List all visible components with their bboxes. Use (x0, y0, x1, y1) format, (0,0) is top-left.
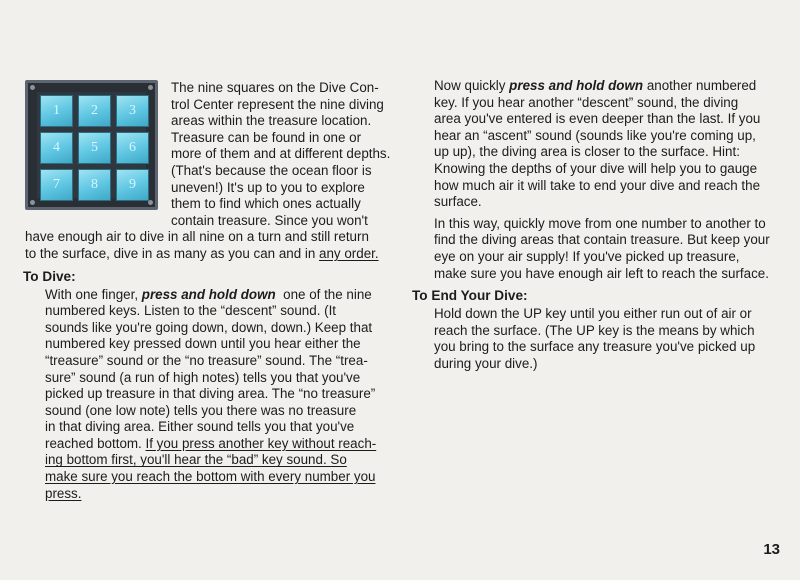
emphasis-text: press and hold down (141, 286, 276, 302)
right-line: up up), the diving area is closer to the surface. Hint: (434, 144, 740, 160)
to-dive-body (45, 287, 393, 503)
right-line: area you've entered is even deeper than the last. If you (434, 111, 761, 127)
intro-line: uneven!) It's up to you to explore (171, 179, 365, 195)
emphasis-text: press and hold down (509, 78, 644, 93)
to-dive-text: reached bottom. (45, 435, 146, 451)
continue-dive-paragraph (434, 78, 782, 282)
intro-line: more of them and at different depths. (171, 146, 391, 162)
page-number: 13 (763, 541, 780, 558)
to-dive-line: in that diving area. Either sound tells you that you've (45, 419, 355, 435)
right-line: make sure you have enough air left to reach the surface. (434, 265, 769, 281)
intro-line: trol Center represent the nine diving (171, 96, 384, 112)
end-dive-body (434, 306, 782, 372)
key-7: 7 (40, 169, 73, 201)
end-line: you bring to the surface any treasure you've picked up (434, 339, 756, 355)
right-text: Now quickly (434, 78, 510, 93)
to-dive-line (45, 436, 393, 453)
to-dive-heading: To Dive: (23, 268, 76, 284)
left-column (25, 80, 393, 502)
key-4: 4 (40, 132, 73, 164)
intro-line: them to find which ones actually (171, 196, 361, 212)
right-column (414, 78, 782, 373)
end-dive-heading: To End Your Dive: (412, 288, 528, 304)
to-dive-underlined-line: make sure you reach the bottom with every number you (45, 469, 376, 485)
key-3: 3 (116, 95, 149, 127)
to-dive-line: “treasure” sound or the “no treasure” sound. The “trea- (45, 352, 368, 368)
key-5: 5 (78, 132, 111, 164)
to-dive-line (45, 287, 393, 304)
right-line: surface. (434, 194, 482, 210)
to-dive-line: picked up treasure in that diving area. The “no treasure” (45, 386, 376, 402)
to-dive-underlined-line: ing bottom first, you'll hear the “bad” key sound. So (45, 452, 347, 468)
end-line: during your dive.) (434, 355, 538, 371)
to-dive-underlined-line: press. (45, 485, 82, 501)
right-line: In this way, quickly move from one number to another to (434, 215, 766, 231)
to-dive-line: sounds like you're going down, down, down.) Keep that (45, 319, 373, 335)
intro-line (25, 246, 393, 263)
key-1: 1 (40, 95, 73, 127)
right-line: key. If you hear another “descent” sound, the diving (434, 94, 739, 110)
intro-line: have enough air to dive in all nine on a turn and still return (25, 229, 369, 245)
intro-text: to the surface, dive in as many as you can and in (25, 245, 320, 261)
right-line: how much air it will take to end your dive and reach the (434, 177, 761, 193)
intro-line: (That's because the ocean floor is (171, 162, 372, 178)
right-line: eye on your air supply! If you've picked up treasure, (434, 248, 740, 264)
intro-wrapped-text (171, 80, 393, 229)
intro-line: Treasure can be found in one or (171, 129, 362, 145)
intro-underlined-text: any order. (319, 245, 379, 261)
right-line: Knowing the depths of your dive will help you to gauge (434, 160, 758, 176)
intro-line: areas within the treasure location. (171, 113, 372, 129)
key-8: 8 (78, 169, 111, 201)
key-2: 2 (78, 95, 111, 127)
key-6: 6 (116, 132, 149, 164)
to-dive-line: numbered key pressed down until you hear either the (45, 336, 361, 352)
end-line: Hold down the UP key until you either run out of air or (434, 306, 752, 322)
underlined-text: If you press another key without reach- (145, 435, 377, 451)
intro-line: contain treasure. Since you won't (171, 212, 368, 228)
right-text: another numbered (643, 78, 757, 93)
end-line: reach the surface. (The UP key is the means by which (434, 322, 755, 338)
to-dive-line: numbered keys. Listen to the “descent” sound. (It (45, 303, 337, 319)
to-dive-text: With one finger, (45, 286, 142, 302)
intro-line: The nine squares on the Dive Con- (171, 80, 379, 95)
right-line: hear an “ascent” sound (sounds like you're coming up, (434, 127, 756, 143)
to-dive-line: sound (one low note) tells you there was no treasure (45, 402, 357, 418)
key-9: 9 (116, 169, 149, 201)
to-dive-text: one of the nine (275, 286, 372, 302)
right-line: find the diving areas that contain treasure. But keep your (434, 232, 770, 248)
right-line (434, 78, 782, 95)
to-dive-line: sure” sound (a run of high notes) tells you that you've (45, 369, 361, 385)
